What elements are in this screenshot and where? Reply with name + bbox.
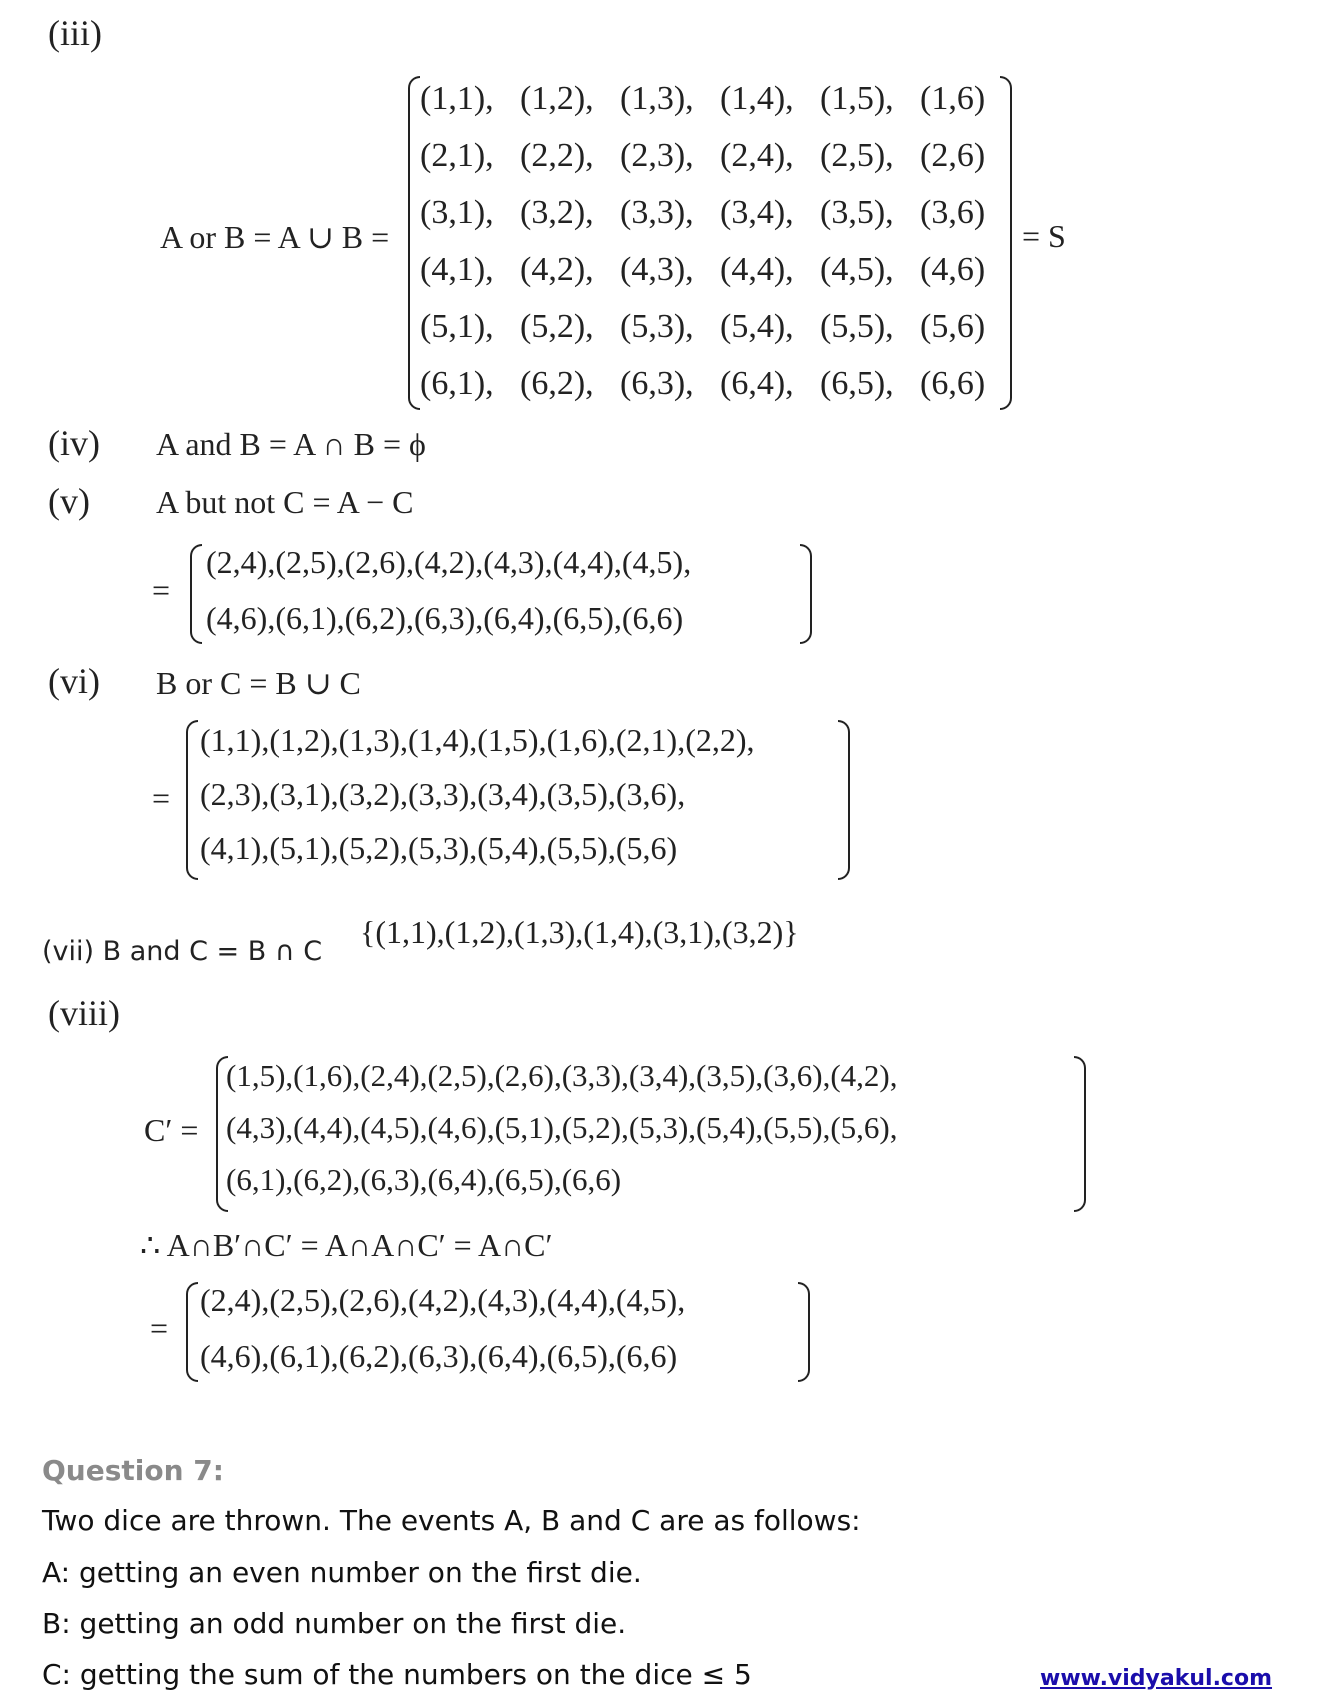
question-line-1: Two dice are thrown. The events A, B and C are as follows: <box>42 1504 861 1537</box>
part-vi-label: (vi) <box>48 661 100 701</box>
right-brace <box>798 1282 810 1382</box>
right-brace <box>800 544 812 644</box>
pair-cell: (5,2), <box>520 308 594 345</box>
pair-cell: (3,1), <box>420 194 494 231</box>
question-line-3: B: getting an odd number on the first die. <box>42 1607 627 1640</box>
pair-cell: (5,1), <box>420 308 494 345</box>
part-iv-text: A and B = A ∩ B = ϕ <box>156 426 426 462</box>
part-vi-line-3: (4,1),(5,1),(5,2),(5,3),(5,4),(5,5),(5,6) <box>200 830 678 866</box>
c-prime-line-1: (1,5),(1,6),(2,4),(2,5),(2,6),(3,3),(3,4),(3,5),(3,6),(4,2), <box>226 1058 898 1093</box>
therefore-line: ∴ A∩B′∩C′ = A∩A∩C′ = A∩C′ <box>140 1227 553 1263</box>
question-line-2: A: getting an even number on the first die. <box>42 1556 642 1589</box>
pair-cell: (3,2), <box>520 194 594 231</box>
result-equals: = <box>150 1310 169 1346</box>
pair-cell: (1,2), <box>520 80 594 117</box>
pair-cell: (3,3), <box>620 194 694 231</box>
pair-cell: (4,1), <box>420 251 494 288</box>
part-vi-equals: = <box>152 780 171 816</box>
pair-cell: (2,5), <box>820 137 894 174</box>
left-brace <box>186 720 198 880</box>
question-line-4: C: getting the sum of the numbers on the dice ≤ 5 <box>42 1658 752 1691</box>
pair-cell: (1,4), <box>720 80 794 117</box>
part-v-line-2: (4,6),(6,1),(6,2),(6,3),(6,4),(6,5),(6,6) <box>206 600 684 636</box>
pair-cell: (4,4), <box>720 251 794 288</box>
part-v-text: A but not C = A − C <box>156 484 414 520</box>
part-viii-label: (viii) <box>48 993 120 1033</box>
right-brace <box>838 720 850 880</box>
pair-cell: (2,4), <box>720 137 794 174</box>
pair-cell: (1,5), <box>820 80 894 117</box>
result-line-1: (2,4),(2,5),(2,6),(4,2),(4,3),(4,4),(4,5), <box>200 1282 686 1318</box>
equals-s: = S <box>1022 218 1066 254</box>
pair-cell: (4,2), <box>520 251 594 288</box>
part-vii-text: (vii) B and C = B ∩ C <box>42 936 323 967</box>
vidyakul-link[interactable]: www.vidyakul.com <box>1040 1666 1273 1691</box>
pair-cell: (6,2), <box>520 365 594 402</box>
right-brace <box>1074 1056 1086 1212</box>
part-iii-lhs: A or B = A ∪ B = <box>160 219 390 255</box>
part-v-equals: = <box>152 572 171 608</box>
part-vi-text: B or C = B ∪ C <box>156 665 361 701</box>
pair-cell: (1,3), <box>620 80 694 117</box>
pair-cell: (6,4), <box>720 365 794 402</box>
pair-cell: (6,6) <box>920 365 986 402</box>
part-iii-label: (iii) <box>48 13 102 53</box>
left-brace <box>186 1282 198 1382</box>
result-line-2: (4,6),(6,1),(6,2),(6,3),(6,4),(6,5),(6,6) <box>200 1338 678 1374</box>
c-prime-lhs: C′ = <box>144 1112 199 1148</box>
part-iv-label: (iv) <box>48 423 100 463</box>
pair-cell: (3,6) <box>920 194 986 231</box>
pair-cell: (4,6) <box>920 251 986 288</box>
pair-cell: (2,3), <box>620 137 694 174</box>
part-vi-line-1: (1,1),(1,2),(1,3),(1,4),(1,5),(1,6),(2,1),(2,2), <box>200 722 755 758</box>
part-vi-line-2: (2,3),(3,1),(3,2),(3,3),(3,4),(3,5),(3,6), <box>200 776 686 812</box>
pair-cell: (1,1), <box>420 80 494 117</box>
pair-cell: (5,4), <box>720 308 794 345</box>
question-title: Question 7: <box>42 1454 224 1487</box>
left-brace <box>190 544 202 644</box>
set-grid-a-union-b <box>420 70 1020 412</box>
pair-cell: (2,2), <box>520 137 594 174</box>
pair-cell: (5,6) <box>920 308 986 345</box>
c-prime-line-2: (4,3),(4,4),(4,5),(4,6),(5,1),(5,2),(5,3),(5,4),(5,5),(5,6), <box>226 1110 898 1145</box>
pair-cell: (1,6) <box>920 80 986 117</box>
pair-cell: (6,3), <box>620 365 694 402</box>
c-prime-line-3: (6,1),(6,2),(6,3),(6,4),(6,5),(6,6) <box>226 1162 622 1197</box>
pair-cell: (3,4), <box>720 194 794 231</box>
part-v-line-1: (2,4),(2,5),(2,6),(4,2),(4,3),(4,4),(4,5), <box>206 544 692 580</box>
pair-cell: (2,1), <box>420 137 494 174</box>
part-vii-set: {(1,1),(1,2),(1,3),(1,4),(3,1),(3,2)} <box>360 914 799 950</box>
left-brace <box>408 76 420 410</box>
pair-cell: (4,3), <box>620 251 694 288</box>
pair-cell: (3,5), <box>820 194 894 231</box>
pair-cell: (6,5), <box>820 365 894 402</box>
part-v-label: (v) <box>48 481 90 521</box>
pair-cell: (6,1), <box>420 365 494 402</box>
right-brace <box>1000 76 1012 410</box>
pair-cell: (5,5), <box>820 308 894 345</box>
pair-cell: (5,3), <box>620 308 694 345</box>
pair-cell: (2,6) <box>920 137 986 174</box>
pair-cell: (4,5), <box>820 251 894 288</box>
